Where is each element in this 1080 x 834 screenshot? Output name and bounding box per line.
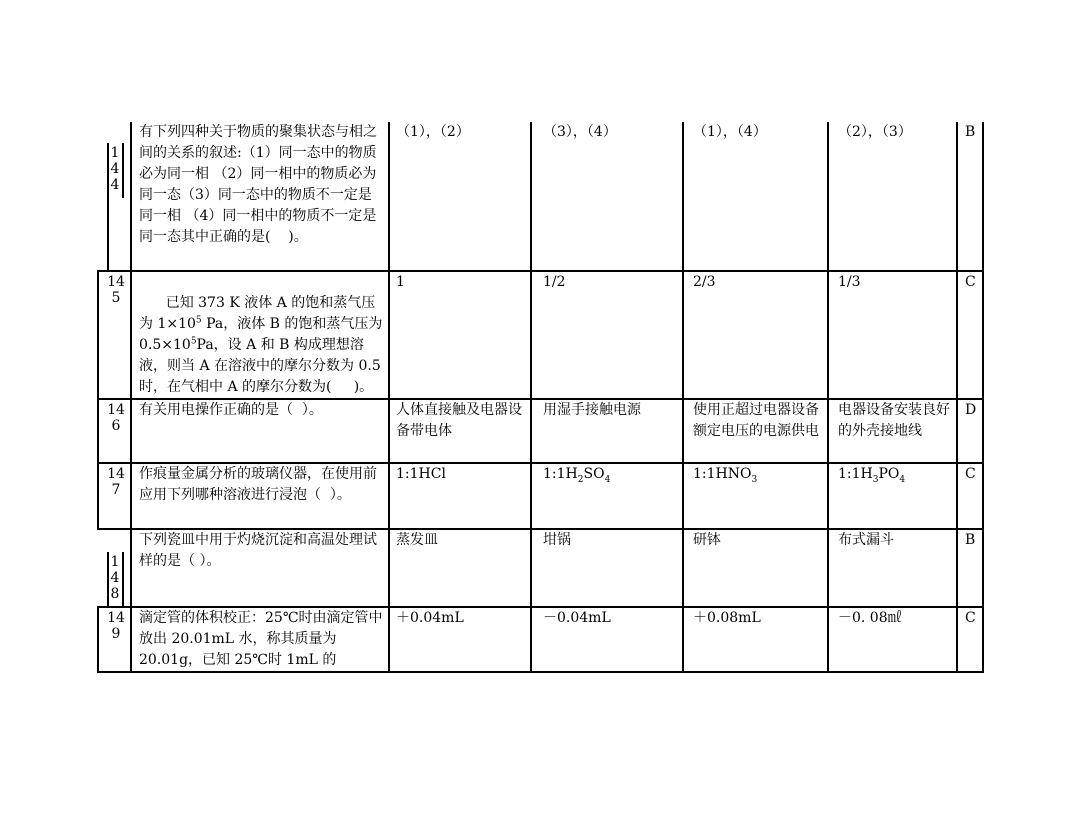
option-d: 1/3 bbox=[838, 274, 861, 290]
option-a: ＋0.04mL bbox=[396, 610, 464, 626]
option-c: 2/3 bbox=[693, 274, 716, 290]
answer: D bbox=[965, 402, 977, 418]
question-stem: 作痕量金属分析的玻璃仪器，在使用前应用下列哪种溶液进行浸泡（ ）。 bbox=[139, 466, 377, 503]
question-row-147 bbox=[97, 464, 983, 528]
row-divider bbox=[97, 528, 983, 530]
subscript: 2 bbox=[577, 474, 584, 485]
answer: C bbox=[965, 610, 976, 626]
row-divider bbox=[97, 606, 983, 608]
option-text: 1:1H bbox=[543, 466, 578, 482]
exponent: 5 bbox=[190, 336, 197, 347]
outer-border bbox=[97, 606, 99, 673]
option-d: 电器设备安装良好的外壳接地线 bbox=[838, 402, 950, 439]
option-c: （1），（4） bbox=[693, 124, 767, 140]
option-a: （1），（2） bbox=[396, 124, 470, 140]
answer: B bbox=[965, 124, 976, 140]
option-text: 1:1HCl bbox=[396, 466, 446, 482]
question-stem bbox=[133, 272, 388, 398]
question-row-149 bbox=[97, 608, 983, 672]
option-d: （2），（3） bbox=[838, 124, 912, 140]
question-stem: 有下列四种关于物质的聚集状态与相之间的关系的叙述:（1）同一态中的物质必为同一相 （2）同一相中的物质必为同一态（3）同一态中的物质不一定是同一相 （4）同一相中的物质不一定是同一态其中正确的是( )。 bbox=[139, 124, 377, 245]
number-box-right bbox=[122, 143, 124, 198]
question-number: 14 9 bbox=[107, 610, 125, 642]
column-divider bbox=[130, 122, 132, 673]
question-stem: 有关用电操作正确的是（ ）。 bbox=[139, 402, 323, 418]
subscript: 4 bbox=[604, 474, 611, 485]
row-divider bbox=[97, 398, 983, 400]
option-b: 坩锅 bbox=[543, 532, 571, 548]
question-number: 1 4 8 bbox=[110, 554, 120, 602]
answer: C bbox=[965, 466, 976, 482]
answer: C bbox=[965, 274, 976, 290]
subscript: 3 bbox=[872, 474, 879, 485]
question-number: 14 6 bbox=[107, 402, 125, 434]
question-number: 1 4 4 bbox=[110, 145, 120, 193]
question-stem: 下列瓷皿中用于灼烧沉淀和高温处理试样的是（ ）。 bbox=[139, 532, 377, 569]
column-divider bbox=[388, 122, 390, 673]
option-b: －0.04mL bbox=[543, 610, 611, 626]
column-divider bbox=[827, 122, 829, 673]
option-b: 1/2 bbox=[543, 274, 566, 290]
answer: B bbox=[965, 532, 976, 548]
option-text: SO bbox=[583, 466, 605, 482]
option-text: 1:1H bbox=[838, 466, 873, 482]
question-row-146 bbox=[97, 400, 983, 462]
option-d bbox=[832, 464, 957, 528]
subscript: 3 bbox=[751, 474, 758, 485]
question-stem: 滴定管的体积校正：25℃时由滴定管中放出 20.01mL 水，称其质量为 20.01g，已知 25℃时 1mL 的 bbox=[139, 610, 383, 668]
option-a: 蒸发皿 bbox=[396, 532, 438, 548]
outer-border bbox=[97, 270, 99, 530]
option-c: 研钵 bbox=[693, 532, 721, 548]
option-text: 1:1HNO bbox=[693, 466, 752, 482]
option-c bbox=[687, 464, 827, 528]
option-b: （3），（4） bbox=[543, 124, 617, 140]
row-divider bbox=[97, 462, 983, 464]
stem-part: 已知 373 K 液体 A 的饱和蒸气压为 1×10 bbox=[139, 295, 376, 332]
option-c: 使用正超过电器设备额定电压的电源供电 bbox=[693, 402, 819, 439]
option-b: 用湿手接触电源 bbox=[543, 402, 641, 418]
column-divider bbox=[530, 122, 532, 673]
option-d: －0. 08㎖ bbox=[838, 610, 902, 626]
option-c: ＋0.08mL bbox=[693, 610, 761, 626]
column-divider bbox=[956, 122, 958, 673]
question-row-148 bbox=[97, 530, 983, 606]
option-b bbox=[537, 464, 682, 528]
number-box-left bbox=[107, 552, 109, 608]
option-a: 人体直接触及电器设备带电体 bbox=[396, 402, 522, 439]
question-row-145 bbox=[97, 272, 983, 398]
option-text: PO bbox=[878, 466, 900, 482]
subscript: 4 bbox=[899, 474, 906, 485]
option-d: 布式漏斗 bbox=[838, 532, 894, 548]
number-box-right bbox=[122, 552, 124, 606]
exponent: 5 bbox=[195, 315, 202, 326]
stem-part: Pa，设 A 和 B 构成理想溶液，则当 A 在溶液中的摩尔分数为 0.5 时，在气相中 A 的摩尔分数为( )。 bbox=[139, 337, 386, 395]
row-divider bbox=[97, 671, 983, 673]
question-number: 14 7 bbox=[107, 466, 125, 498]
option-a bbox=[390, 464, 530, 528]
stem-part: Pa，液体 B 的饱和蒸气压为 0.5×10 bbox=[139, 316, 387, 353]
column-divider bbox=[682, 122, 684, 673]
column-divider bbox=[982, 122, 984, 673]
question-row-144 bbox=[97, 122, 983, 270]
option-a: 1 bbox=[396, 274, 405, 290]
number-box-left bbox=[107, 143, 109, 271]
row-divider bbox=[97, 270, 983, 272]
question-number: 14 5 bbox=[107, 274, 125, 306]
